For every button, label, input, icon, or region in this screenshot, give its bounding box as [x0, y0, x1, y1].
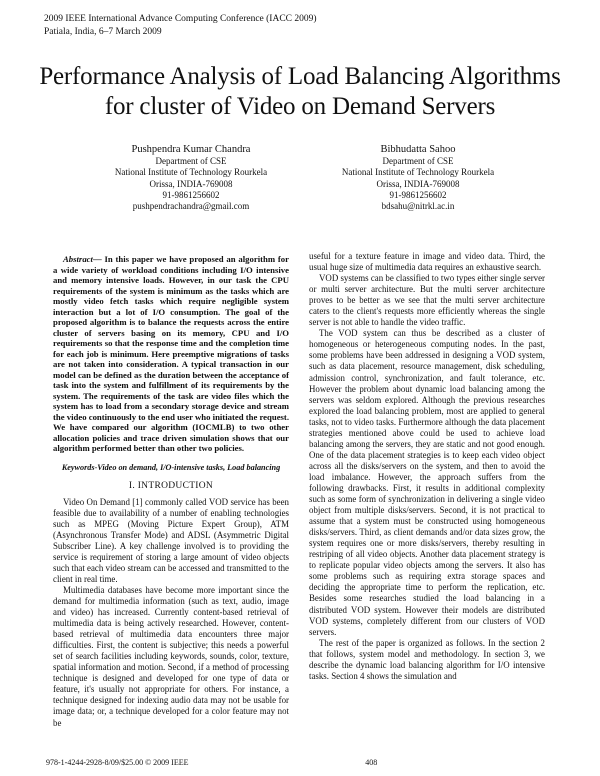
- conference-location: Patiala, India, 6–7 March 2009: [44, 27, 162, 37]
- author-dept: Department of CSE: [382, 156, 454, 166]
- conference-name: 2009 IEEE International Advance Computing Conference (IACC 2009): [44, 14, 317, 24]
- paragraph: useful for a texture feature in image and video data. Third, the usual huge size of multimedia data requires an exhaustive search.: [309, 251, 545, 273]
- keywords: Keywords-Video on demand, I/O-intensive tasks, Load balancing: [61, 462, 281, 472]
- paragraph: The rest of the paper is organized as follows. In the section 2 that follows, system model and methodology. In section 3, we describe the dynamic load balancing algorithm for I/O intensive tasks. Section 4 shows the simulation and: [309, 637, 545, 681]
- author-email: pushpendrachandra@gmail.com: [132, 201, 250, 212]
- abstract-label: Abstract: [63, 254, 93, 264]
- author-address: Orissa, INDIA-769008: [149, 178, 233, 189]
- page-number: 408: [365, 758, 378, 767]
- title-line-1: Performance Analysis of Load Balancing Algorithms: [39, 63, 561, 90]
- author-institution: National Institute of Technology Rourkela: [341, 167, 495, 178]
- author-dept: Department of CSE: [155, 156, 227, 166]
- author-institution: National Institute of Technology Rourkela: [114, 167, 268, 178]
- author-block-1: [76, 143, 306, 212]
- author-address: Orissa, INDIA-769008: [376, 178, 460, 189]
- author-name: Pushpendra Kumar Chandra: [131, 144, 251, 155]
- right-column: [309, 251, 545, 682]
- paragraph: Multimedia databases have become more important since the demand for multimedia information (such as text, audio, image and video) has increased. Currently content-based retrieval of multimedia data is being actively researched. However, content-based retrieval of multimedia data encounters three major difficulties. First, the content is subjective; this needs a powerful set of search facilities including keywords, sounds, color, texture, spatial information and motion. Second, if a method of processing technique is designed and developed for one type of data or feature, it's usually not appropriate for others. For instance, a technique designed for indexing audio data may not be usable for image data; or, a technique developed for a color feature may not be: [53, 584, 289, 728]
- abstract-text: — In this paper we have proposed an algorithm for a wide variety of workload conditions including I/O intensive and memory intensive loads. However, in our task the CPU requirements of the system is minimum as the tasks which are mostly video fetch tasks which require negligible system interaction but a lot of I/O consumption. The goal of the proposed algorithm is to balance the requests across the entire cluster of servers basing on its memory, CPU and I/O requirements so that the response time and the completion time for each job is minimum. Here preemptive migrations of tasks are not taken into consideration. A typical transaction in our model can be defined as the duration between the acceptance of task into the system and fulfillment of its requirements by the system. The requirements of the task are video files which the system has to load from a secondary storage device and stream the video continuously to the end user who initiated the request. We have compared our algorithm (IOCMLB) to two other allocation policies and trace driven simulation shows that our algorithm performed better than other two policies.: [53, 254, 289, 453]
- conference-header: [44, 13, 364, 39]
- section-heading-introduction: I. INTRODUCTION: [128, 480, 214, 491]
- abstract: [53, 254, 289, 454]
- author-phone: 91-9861256602: [389, 189, 447, 200]
- paragraph: Video On Demand [1] commonly called VOD service has been feasible due to availability of a number of enabling technologies such as MPEG (Moving Picture Expert Group), ATM (Asynchronous Transfer Mode) and ADSL (Asymmetric Digital Subscriber Line). A key challenge involved is to providing the service is requirement of storing a large amount of video objects such that each video stream can be accessed and transmitted to the client in real time.: [53, 496, 289, 584]
- page-footer: [46, 758, 554, 767]
- paragraph: The VOD system can thus be described as a cluster of homogeneous or heterogeneous computing nodes. In the past, some problems have been addressed in designing a VOD system, such as data placement, resource management, disk scheduling, admission control, synchronization, and fault tolerance, etc. However the problem about dynamic load balancing among the servers was seldom explored. Although the previous researches explored the load balancing problem, most are applied to general tasks, not to video tasks. Furthermore although the data placement strategies mentioned above could be used to achieve load balancing among the servers, they are static and not good enough. One of the data placement strategies is to keep each video object across all the disks/servers on the system, and then to avoid the load imbalance. However, the approach suffers from the following drawbacks. First, it results in additional complexity such as some form of synchronization in delivering a single video object from multiple disks/servers. Second, it is not practical to assume that a system must be constructed using homogeneous disks/servers. Third, as client demands and/or data sizes grow, the system requires one or more disks/servers, thereby resulting in restriping of all video objects. Another data placement strategy is to replicate popular video objects among the servers. It also has some problems such as requiring extra storage spaces and deciding the appropriate time to perform the replication, etc. Besides some researches studied the load balancing in a distributed VOD system. However their models are distributed VOD systems, completely different from our clusters of VOD servers.: [309, 328, 545, 637]
- author-name: Bibhudatta Sahoo: [380, 144, 456, 155]
- left-column: [53, 254, 289, 729]
- paper-title: [30, 62, 570, 122]
- title-line-2: for cluster of Video on Demand Servers: [104, 93, 496, 120]
- author-block-2: [303, 143, 533, 212]
- author-email: bdsahu@nitrkl.ac.in: [381, 201, 455, 212]
- paragraph: VOD systems can be classified to two types either single server or multi server architecture. But the multi server architecture proves to be better as we see that the multi server architecture caters to the client's requests more efficiently whereas the single server is not able to handle the video traffic.: [309, 273, 545, 328]
- author-phone: 91-9861256602: [162, 189, 220, 200]
- footer-copyright: 978-1-4244-2928-8/09/$25.00 © 2009 IEEE: [46, 758, 189, 767]
